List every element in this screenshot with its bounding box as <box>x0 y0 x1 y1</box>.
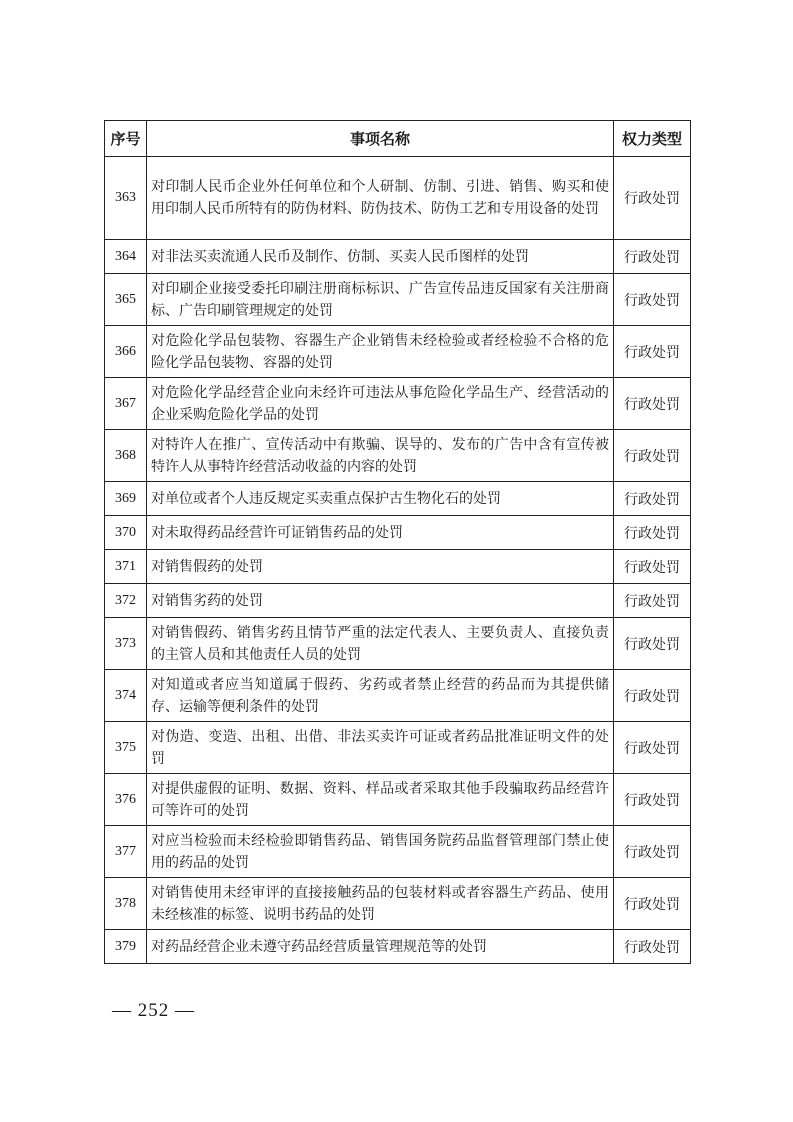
row-item-name: 对特许人在推广、宣传活动中有欺骗、误导的、发布的广告中含有宣传被特许人从事特许经营活动收益的内容的处罚 <box>147 430 614 482</box>
row-seq: 367 <box>105 378 147 430</box>
row-seq: 375 <box>105 722 147 774</box>
row-seq: 369 <box>105 482 147 516</box>
table-row <box>105 584 691 618</box>
row-seq: 364 <box>105 240 147 274</box>
row-power-type: 行政处罚 <box>614 670 691 722</box>
row-item-name: 对提供虚假的证明、数据、资料、样品或者采取其他手段骗取药品经营许可等许可的处罚 <box>147 774 614 826</box>
row-item-name: 对销售使用未经审评的直接接触药品的包装材料或者容器生产药品、使用未经核准的标签、说明书药品的处罚 <box>147 878 614 930</box>
row-power-type: 行政处罚 <box>614 722 691 774</box>
page-number: — 252 — <box>112 1000 195 1021</box>
row-item-name: 对危险化学品经营企业向未经许可违法从事危险化学品生产、经营活动的企业采购危险化学品的处罚 <box>147 378 614 430</box>
row-item-name: 对销售假药、销售劣药且情节严重的法定代表人、主要负责人、直接负责的主管人员和其他责任人员的处罚 <box>147 618 614 670</box>
header-seq: 序号 <box>105 121 147 157</box>
row-power-type: 行政处罚 <box>614 584 691 618</box>
row-power-type: 行政处罚 <box>614 326 691 378</box>
table-row <box>105 482 691 516</box>
table-row <box>105 618 691 670</box>
header-item-name: 事项名称 <box>147 121 614 157</box>
table-row <box>105 826 691 878</box>
row-item-name: 对非法买卖流通人民币及制作、仿制、买卖人民币图样的处罚 <box>147 240 614 274</box>
table-row <box>105 878 691 930</box>
row-item-name: 对销售劣药的处罚 <box>147 584 614 618</box>
row-seq: 363 <box>105 157 147 240</box>
table-row <box>105 930 691 964</box>
row-seq: 370 <box>105 516 147 550</box>
row-power-type: 行政处罚 <box>614 618 691 670</box>
row-item-name: 对印制人民币企业外任何单位和个人研制、仿制、引进、销售、购买和使用印制人民币所特有的防伪材料、防伪技术、防伪工艺和专用设备的处罚 <box>147 157 614 240</box>
row-seq: 372 <box>105 584 147 618</box>
row-seq: 373 <box>105 618 147 670</box>
row-item-name: 对知道或者应当知道属于假药、劣药或者禁止经营的药品而为其提供储存、运输等便利条件的处罚 <box>147 670 614 722</box>
row-power-type: 行政处罚 <box>614 482 691 516</box>
row-seq: 376 <box>105 774 147 826</box>
table-row <box>105 722 691 774</box>
table-row <box>105 326 691 378</box>
table-row <box>105 378 691 430</box>
row-item-name: 对印刷企业接受委托印刷注册商标标识、广告宣传品违反国家有关注册商标、广告印刷管理规定的处罚 <box>147 274 614 326</box>
row-power-type: 行政处罚 <box>614 878 691 930</box>
table-body <box>105 157 691 964</box>
table-header-row <box>105 121 691 157</box>
table-row <box>105 550 691 584</box>
table-row <box>105 240 691 274</box>
row-seq: 365 <box>105 274 147 326</box>
row-seq: 379 <box>105 930 147 964</box>
row-seq: 374 <box>105 670 147 722</box>
row-seq: 371 <box>105 550 147 584</box>
row-item-name: 对药品经营企业未遵守药品经营质量管理规范等的处罚 <box>147 930 614 964</box>
row-seq: 377 <box>105 826 147 878</box>
row-power-type: 行政处罚 <box>614 826 691 878</box>
row-power-type: 行政处罚 <box>614 774 691 826</box>
row-item-name: 对伪造、变造、出租、出借、非法买卖许可证或者药品批准证明文件的处罚 <box>147 722 614 774</box>
row-power-type: 行政处罚 <box>614 240 691 274</box>
row-power-type: 行政处罚 <box>614 550 691 584</box>
row-item-name: 对单位或者个人违反规定买卖重点保护古生物化石的处罚 <box>147 482 614 516</box>
table-row <box>105 774 691 826</box>
table-row <box>105 430 691 482</box>
row-seq: 366 <box>105 326 147 378</box>
row-power-type: 行政处罚 <box>614 378 691 430</box>
row-item-name: 对危险化学品包装物、容器生产企业销售未经检验或者经检验不合格的危险化学品包装物、容器的处罚 <box>147 326 614 378</box>
table-row <box>105 274 691 326</box>
table-row <box>105 157 691 240</box>
power-list-table <box>104 120 691 964</box>
row-seq: 368 <box>105 430 147 482</box>
table-row <box>105 670 691 722</box>
row-power-type: 行政处罚 <box>614 157 691 240</box>
row-item-name: 对应当检验而未经检验即销售药品、销售国务院药品监督管理部门禁止使用的药品的处罚 <box>147 826 614 878</box>
row-power-type: 行政处罚 <box>614 430 691 482</box>
row-power-type: 行政处罚 <box>614 516 691 550</box>
table-row <box>105 516 691 550</box>
row-seq: 378 <box>105 878 147 930</box>
row-item-name: 对销售假药的处罚 <box>147 550 614 584</box>
row-power-type: 行政处罚 <box>614 274 691 326</box>
row-item-name: 对未取得药品经营许可证销售药品的处罚 <box>147 516 614 550</box>
header-power-type: 权力类型 <box>614 121 691 157</box>
row-power-type: 行政处罚 <box>614 930 691 964</box>
